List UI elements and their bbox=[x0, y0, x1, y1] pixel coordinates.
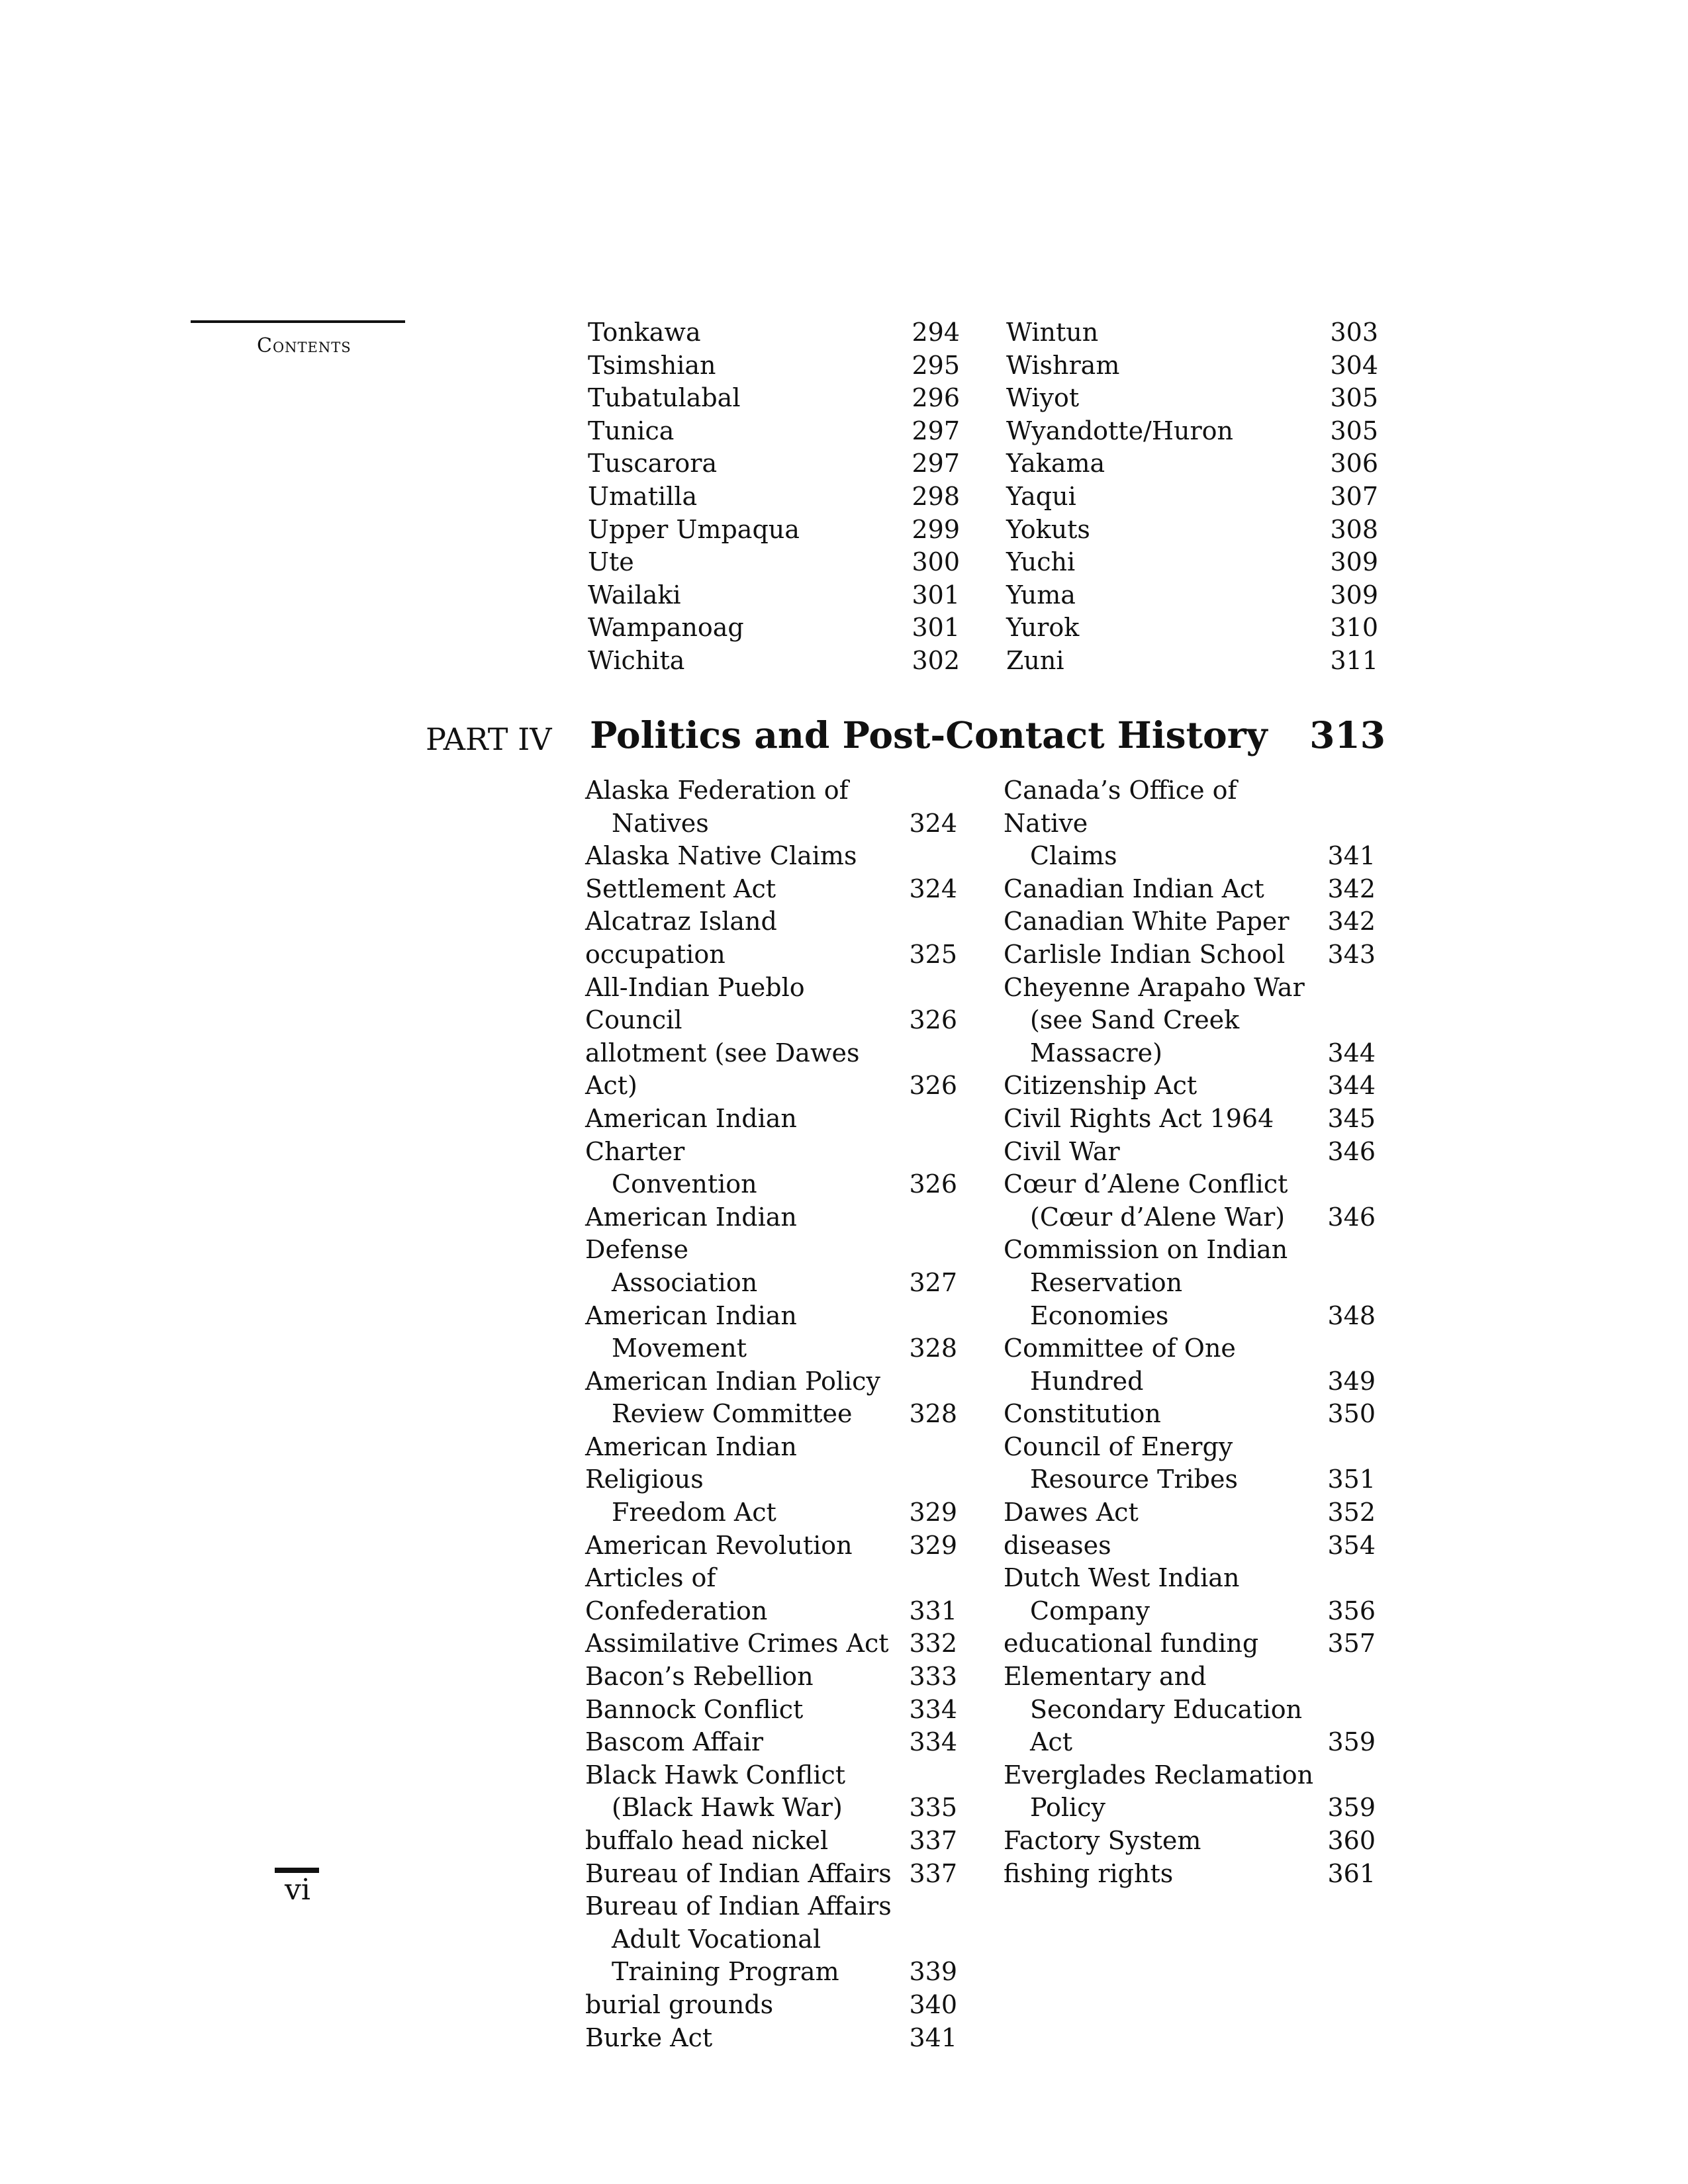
toc-entry-line: Review Committee bbox=[612, 1399, 853, 1429]
toc-entry-title bbox=[1004, 1759, 1322, 1825]
toc-entry bbox=[588, 349, 960, 383]
toc-entry-title: Yaqui bbox=[1006, 481, 1076, 511]
toc-entry bbox=[585, 774, 957, 840]
toc-entry-page: 343 bbox=[1327, 939, 1376, 969]
toc-entry-title bbox=[585, 1431, 904, 1529]
toc-entry-page: 325 bbox=[909, 939, 957, 969]
toc-entry bbox=[1006, 382, 1378, 415]
toc-entry bbox=[588, 415, 960, 448]
toc-entry-title bbox=[1004, 1562, 1322, 1627]
toc-entry-page: 329 bbox=[909, 1498, 957, 1527]
toc-entry bbox=[1004, 1136, 1376, 1169]
toc-entry-title: Tuscarora bbox=[588, 449, 718, 478]
toc-entry-line: Burke Act bbox=[585, 2023, 713, 2052]
page-folio: vi bbox=[285, 1873, 310, 1907]
toc-entry-page: 310 bbox=[1330, 613, 1378, 643]
toc-entry bbox=[1006, 349, 1378, 383]
toc-entry-title bbox=[585, 1365, 904, 1431]
toc-entry bbox=[1004, 938, 1376, 972]
toc-entry-page: 299 bbox=[912, 514, 960, 544]
toc-entry-title: Yakama bbox=[1006, 449, 1105, 478]
toc-entry-title: Wiyot bbox=[1006, 383, 1080, 413]
toc-entry-page: 344 bbox=[1327, 1071, 1376, 1101]
toc-entry bbox=[1004, 1529, 1376, 1563]
toc-entry-line: American Indian Religious bbox=[585, 1432, 797, 1494]
toc-entry bbox=[1006, 546, 1378, 579]
toc-entry bbox=[585, 1694, 957, 1727]
toc-entry-line: Constitution bbox=[1004, 1399, 1161, 1429]
toc-entry bbox=[585, 972, 957, 1037]
toc-entry-line: American Revolution bbox=[585, 1530, 853, 1560]
toc-entry bbox=[1004, 1398, 1376, 1431]
toc-entry-title bbox=[585, 1858, 904, 1891]
toc-entry-line: Act bbox=[1030, 1727, 1072, 1757]
toc-entry-line: (see Sand Creek bbox=[1030, 1005, 1240, 1035]
toc-entry-page: 307 bbox=[1330, 481, 1378, 511]
toc-entry-page: 326 bbox=[909, 1005, 957, 1035]
toc-entry-line: Canadian Indian Act bbox=[1004, 874, 1264, 903]
toc-entry-page: 298 bbox=[912, 481, 960, 511]
toc-column-top-right bbox=[1006, 316, 1378, 678]
toc-entry-line: Citizenship Act bbox=[1004, 1071, 1197, 1101]
toc-entry bbox=[585, 1103, 957, 1201]
toc-entry-line: American Indian Charter bbox=[585, 1103, 797, 1166]
toc-entry-page: 305 bbox=[1330, 416, 1378, 445]
toc-entry bbox=[585, 1300, 957, 1365]
toc-entry-title bbox=[1004, 1661, 1322, 1759]
toc-entry bbox=[588, 447, 960, 480]
toc-entry-page: 332 bbox=[909, 1629, 957, 1659]
toc-entry bbox=[588, 316, 960, 349]
toc-entry-line: Assimilative Crimes Act bbox=[585, 1629, 889, 1659]
toc-entry-page: 327 bbox=[909, 1267, 957, 1297]
toc-entry-page: 302 bbox=[912, 645, 960, 675]
toc-entry bbox=[585, 1562, 957, 1627]
toc-entry-line: American Indian Policy bbox=[585, 1366, 880, 1396]
toc-entry-page: 304 bbox=[1330, 350, 1378, 380]
toc-entry-line: Canada’s Office of Native bbox=[1004, 776, 1237, 838]
toc-entry-title bbox=[585, 840, 952, 873]
toc-entry-title bbox=[1004, 1431, 1322, 1496]
toc-entry-page: 352 bbox=[1327, 1498, 1376, 1527]
toc-entry-page: 351 bbox=[1327, 1465, 1376, 1494]
toc-entry-title: Ute bbox=[588, 547, 634, 577]
toc-entry-page: 357 bbox=[1327, 1629, 1376, 1659]
toc-entry-title bbox=[1004, 774, 1322, 873]
toc-column-part-right bbox=[1004, 774, 1376, 1890]
toc-entry-line: Civil Rights Act 1964 bbox=[1004, 1103, 1274, 1133]
folio-rule bbox=[275, 1868, 319, 1873]
toc-entry-line: Company bbox=[1030, 1596, 1150, 1625]
toc-entry-line: burial grounds bbox=[585, 1989, 774, 2019]
toc-entry-title: Wampanoag bbox=[588, 613, 744, 643]
toc-entry-line: Bacon’s Rebellion bbox=[585, 1662, 814, 1692]
toc-entry-page: 342 bbox=[1327, 874, 1376, 903]
toc-entry bbox=[588, 612, 960, 645]
toc-entry bbox=[585, 2022, 957, 2055]
toc-entry-title bbox=[1004, 1529, 1322, 1563]
toc-entry-title bbox=[585, 1989, 904, 2022]
toc-entry bbox=[588, 480, 960, 514]
toc-entry-line: (Black Hawk War) bbox=[612, 1793, 843, 1823]
part-page-number: 313 bbox=[1309, 713, 1385, 756]
header-rule bbox=[191, 320, 405, 323]
toc-entry-page: 337 bbox=[909, 1858, 957, 1888]
toc-entry-page: 311 bbox=[1330, 645, 1378, 675]
toc-entry-line: Bannock Conflict bbox=[585, 1694, 804, 1724]
toc-entry-title: Yuchi bbox=[1006, 547, 1076, 577]
toc-entry bbox=[1004, 1103, 1376, 1136]
toc-entry-page: 301 bbox=[912, 613, 960, 643]
toc-entry bbox=[1004, 1168, 1376, 1234]
toc-entry bbox=[1004, 1562, 1376, 1627]
toc-entry-title: Umatilla bbox=[588, 481, 698, 511]
toc-entry-line: Massacre) bbox=[1030, 1038, 1162, 1068]
toc-entry-line: buffalo head nickel bbox=[585, 1826, 829, 1855]
toc-entry bbox=[585, 1627, 957, 1661]
toc-entry bbox=[1004, 905, 1376, 938]
toc-entry-page: 361 bbox=[1327, 1858, 1376, 1888]
toc-entry-page: 303 bbox=[1330, 318, 1378, 347]
toc-entry-title bbox=[1004, 1398, 1322, 1431]
toc-entry-page: 328 bbox=[909, 1334, 957, 1363]
toc-entry-line: Settlement Act bbox=[585, 874, 776, 903]
toc-entry-line: Dutch West Indian bbox=[1004, 1563, 1240, 1593]
toc-entry bbox=[588, 514, 960, 547]
toc-entry-line: American Indian bbox=[585, 1300, 797, 1330]
toc-entry-title: Tonkawa bbox=[588, 318, 701, 347]
toc-entry-title bbox=[585, 1627, 904, 1661]
toc-entry-title: Zuni bbox=[1006, 645, 1064, 675]
toc-entry bbox=[585, 1431, 957, 1529]
toc-entry bbox=[1004, 1661, 1376, 1759]
toc-entry bbox=[585, 1890, 957, 1989]
toc-entry-line: Alcatraz Island occupation bbox=[585, 907, 777, 969]
toc-entry-page: 334 bbox=[909, 1727, 957, 1757]
toc-entry-line: Reservation Economies bbox=[1030, 1267, 1183, 1330]
toc-entry-title: Tsimshian bbox=[588, 350, 716, 380]
toc-entry-title bbox=[585, 1037, 904, 1103]
toc-entry-page: 324 bbox=[909, 808, 957, 838]
toc-entry-line: Alaska Native Claims bbox=[585, 841, 857, 871]
toc-entry-line: Factory System bbox=[1004, 1826, 1201, 1855]
toc-entry bbox=[585, 1858, 957, 1891]
toc-entry-page: 345 bbox=[1327, 1103, 1376, 1133]
toc-entry-page: 328 bbox=[909, 1399, 957, 1429]
toc-entry-line: Council of Energy bbox=[1004, 1432, 1233, 1461]
toc-entry-page: 309 bbox=[1330, 547, 1378, 577]
toc-entry-title bbox=[1004, 905, 1322, 938]
toc-entry-title: Upper Umpaqua bbox=[588, 514, 800, 544]
toc-entry-line: diseases bbox=[1004, 1530, 1111, 1560]
toc-entry-line: Training Program bbox=[612, 1957, 839, 1987]
toc-entry-page: 350 bbox=[1327, 1399, 1376, 1429]
toc-entry-page: 296 bbox=[912, 383, 960, 413]
toc-entry-title bbox=[585, 1201, 904, 1300]
toc-entry-line: Articles of Confederation bbox=[585, 1563, 768, 1625]
toc-entry-title bbox=[585, 873, 904, 906]
toc-entry-page: 309 bbox=[1330, 580, 1378, 610]
toc-entry bbox=[585, 1201, 957, 1300]
toc-entry-line: Resource Tribes bbox=[1030, 1465, 1238, 1494]
toc-entry-title: Wyandotte/Huron bbox=[1006, 416, 1233, 445]
toc-entry-line: Committee of One bbox=[1004, 1334, 1236, 1363]
toc-entry-page: 335 bbox=[909, 1793, 957, 1823]
toc-entry-title bbox=[1004, 1858, 1322, 1891]
toc-entry bbox=[1004, 1825, 1376, 1858]
toc-entry-page: 346 bbox=[1327, 1202, 1376, 1232]
toc-entry-title: Tubatulabal bbox=[588, 383, 741, 413]
toc-entry-page: 342 bbox=[1327, 907, 1376, 936]
toc-entry-page: 349 bbox=[1327, 1366, 1376, 1396]
toc-entry-line: Freedom Act bbox=[612, 1498, 776, 1527]
toc-entry bbox=[585, 1825, 957, 1858]
toc-entry bbox=[1006, 514, 1378, 547]
toc-entry bbox=[588, 579, 960, 612]
toc-entry-page: 326 bbox=[909, 1071, 957, 1101]
toc-entry-title bbox=[585, 1890, 904, 1989]
toc-entry-line: (Cœur d’Alene War) bbox=[1030, 1202, 1286, 1232]
toc-entry bbox=[1006, 316, 1378, 349]
toc-entry-line: educational funding bbox=[1004, 1629, 1259, 1659]
toc-entry-page: 354 bbox=[1327, 1530, 1376, 1560]
toc-entry-title bbox=[585, 1759, 904, 1825]
toc-entry-page: 295 bbox=[912, 350, 960, 380]
toc-entry-line: Dawes Act bbox=[1004, 1498, 1139, 1527]
toc-entry bbox=[585, 1989, 957, 2022]
toc-entry-line: Policy bbox=[1030, 1793, 1105, 1823]
toc-entry-page: 359 bbox=[1327, 1793, 1376, 1823]
toc-entry-title bbox=[1004, 1496, 1322, 1529]
toc-entry-page: 297 bbox=[912, 449, 960, 478]
toc-entry-title bbox=[585, 1694, 904, 1727]
toc-entry bbox=[588, 645, 960, 678]
toc-entry-line: American Indian Defense bbox=[585, 1202, 797, 1265]
toc-entry-page: 359 bbox=[1327, 1727, 1376, 1757]
toc-entry-title bbox=[585, 1825, 904, 1858]
toc-entry-page: 346 bbox=[1327, 1136, 1376, 1166]
toc-entry bbox=[1004, 972, 1376, 1070]
toc-entry-title bbox=[1004, 938, 1322, 972]
toc-entry-line: Hundred bbox=[1030, 1366, 1144, 1396]
toc-entry-line: Movement bbox=[612, 1334, 747, 1363]
toc-entry bbox=[588, 546, 960, 579]
toc-entry-page: 333 bbox=[909, 1662, 957, 1692]
toc-entry-page: 348 bbox=[1327, 1300, 1376, 1330]
toc-entry-page: 360 bbox=[1327, 1826, 1376, 1855]
toc-entry-line: allotment (see Dawes Act) bbox=[585, 1038, 860, 1101]
toc-entry-page: 344 bbox=[1327, 1038, 1376, 1068]
toc-entry-line: Natives bbox=[612, 808, 709, 838]
toc-entry-title bbox=[585, 1661, 904, 1694]
toc-entry-line: Claims bbox=[1030, 841, 1117, 871]
toc-entry-page: 294 bbox=[912, 318, 960, 347]
toc-entry-line: Commission on Indian bbox=[1004, 1235, 1288, 1265]
toc-entry-line: Bascom Affair bbox=[585, 1727, 764, 1757]
toc-entry-title: Wailaki bbox=[588, 580, 681, 610]
toc-entry bbox=[1004, 1858, 1376, 1891]
toc-entry-page: 337 bbox=[909, 1826, 957, 1855]
toc-entry-page: 308 bbox=[1330, 514, 1378, 544]
toc-entry-page: 324 bbox=[909, 874, 957, 903]
toc-entry-line: Everglades Reclamation bbox=[1004, 1760, 1314, 1790]
toc-entry-page: 356 bbox=[1327, 1596, 1376, 1625]
toc-entry-title bbox=[585, 1300, 904, 1365]
toc-entry-title bbox=[1004, 1069, 1322, 1103]
toc-entry bbox=[1006, 612, 1378, 645]
toc-entry bbox=[1006, 645, 1378, 678]
toc-entry bbox=[1004, 1234, 1376, 1332]
toc-entry-title bbox=[1004, 1627, 1322, 1661]
toc-entry-title bbox=[1004, 1103, 1322, 1136]
toc-entry-title bbox=[1004, 1825, 1322, 1858]
toc-entry bbox=[585, 1726, 957, 1759]
toc-entry-title: Yuma bbox=[1006, 580, 1076, 610]
toc-entry bbox=[1006, 415, 1378, 448]
toc-entry-title bbox=[1004, 972, 1322, 1070]
toc-entry-line: Secondary Education bbox=[1030, 1694, 1303, 1724]
toc-entry-title bbox=[585, 972, 904, 1037]
part-number: PART IV bbox=[426, 721, 552, 757]
toc-entry-line: Bureau of Indian Affairs bbox=[585, 1858, 892, 1888]
toc-entry-title bbox=[1004, 1168, 1322, 1234]
toc-entry-title bbox=[1004, 873, 1322, 906]
toc-entry-page: 334 bbox=[909, 1694, 957, 1724]
toc-entry bbox=[1004, 1759, 1376, 1825]
toc-entry-line: Cheyenne Arapaho War bbox=[1004, 972, 1305, 1002]
toc-entry bbox=[585, 1529, 957, 1563]
toc-entry bbox=[1004, 1627, 1376, 1661]
toc-entry-line: Alaska Federation of bbox=[585, 776, 849, 805]
toc-entry bbox=[585, 840, 957, 873]
toc-entry-title bbox=[585, 1529, 904, 1563]
toc-entry-page: 329 bbox=[909, 1530, 957, 1560]
toc-entry-line: Bureau of Indian Affairs bbox=[585, 1891, 892, 1921]
toc-entry bbox=[585, 873, 957, 906]
toc-entry-title bbox=[585, 1726, 904, 1759]
toc-entry-title bbox=[1004, 1234, 1322, 1332]
toc-column-top-left bbox=[588, 316, 960, 678]
toc-entry-page: 340 bbox=[909, 1989, 957, 2019]
toc-entry-title bbox=[585, 774, 904, 840]
toc-entry bbox=[1004, 873, 1376, 906]
toc-entry-title: Wishram bbox=[1006, 350, 1120, 380]
toc-entry bbox=[585, 1037, 957, 1103]
toc-entry-line: Elementary and bbox=[1004, 1662, 1207, 1692]
toc-entry-title: Yurok bbox=[1006, 613, 1080, 643]
toc-entry-page: 326 bbox=[909, 1169, 957, 1199]
toc-entry-line: Carlisle Indian School bbox=[1004, 939, 1286, 969]
toc-entry bbox=[1006, 447, 1378, 480]
toc-entry-line: All-Indian Pueblo Council bbox=[585, 972, 805, 1035]
toc-entry-title bbox=[1004, 1332, 1322, 1398]
toc-entry-line: Black Hawk Conflict bbox=[585, 1760, 846, 1790]
part-heading bbox=[426, 713, 1385, 766]
toc-entry-line: fishing rights bbox=[1004, 1858, 1174, 1888]
toc-entry-title bbox=[1004, 1136, 1322, 1169]
toc-entry bbox=[1004, 774, 1376, 873]
toc-entry-page: 306 bbox=[1330, 449, 1378, 478]
toc-entry-title bbox=[585, 1103, 904, 1201]
toc-entry-title: Wichita bbox=[588, 645, 685, 675]
toc-entry-line: Association bbox=[612, 1267, 758, 1297]
toc-entry bbox=[585, 1759, 957, 1825]
toc-entry bbox=[1004, 1431, 1376, 1496]
toc-entry-title bbox=[585, 2022, 904, 2055]
toc-entry bbox=[1004, 1496, 1376, 1529]
toc-entry-title: Wintun bbox=[1006, 318, 1099, 347]
toc-entry-page: 341 bbox=[1327, 841, 1376, 871]
toc-entry bbox=[588, 382, 960, 415]
toc-entry-page: 297 bbox=[912, 416, 960, 445]
toc-entry bbox=[585, 1365, 957, 1431]
toc-entry-page: 339 bbox=[909, 1957, 957, 1987]
toc-entry bbox=[585, 905, 957, 971]
toc-entry-title: Tunica bbox=[588, 416, 675, 445]
toc-entry bbox=[1006, 579, 1378, 612]
toc-entry bbox=[1004, 1332, 1376, 1398]
toc-entry bbox=[1004, 1069, 1376, 1103]
toc-entry-page: 331 bbox=[909, 1596, 957, 1625]
toc-entry-title bbox=[585, 905, 904, 971]
toc-entry-line: Adult Vocational bbox=[612, 1924, 821, 1954]
toc-column-part-left bbox=[585, 774, 957, 2054]
toc-entry bbox=[1006, 480, 1378, 514]
toc-entry bbox=[585, 1661, 957, 1694]
toc-entry-title bbox=[585, 1562, 904, 1627]
toc-entry-page: 341 bbox=[909, 2023, 957, 2052]
toc-entry-line: Cœur d’Alene Conflict bbox=[1004, 1169, 1288, 1199]
running-header: Contents bbox=[257, 334, 352, 357]
part-title: Politics and Post-Contact History bbox=[590, 713, 1268, 756]
toc-entry-line: Convention bbox=[612, 1169, 757, 1199]
toc-entry-line: Canadian White Paper bbox=[1004, 907, 1289, 936]
toc-entry-page: 301 bbox=[912, 580, 960, 610]
toc-entry-page: 300 bbox=[912, 547, 960, 577]
toc-entry-title: Yokuts bbox=[1006, 514, 1090, 544]
toc-entry-line: Civil War bbox=[1004, 1136, 1120, 1166]
toc-entry-page: 305 bbox=[1330, 383, 1378, 413]
